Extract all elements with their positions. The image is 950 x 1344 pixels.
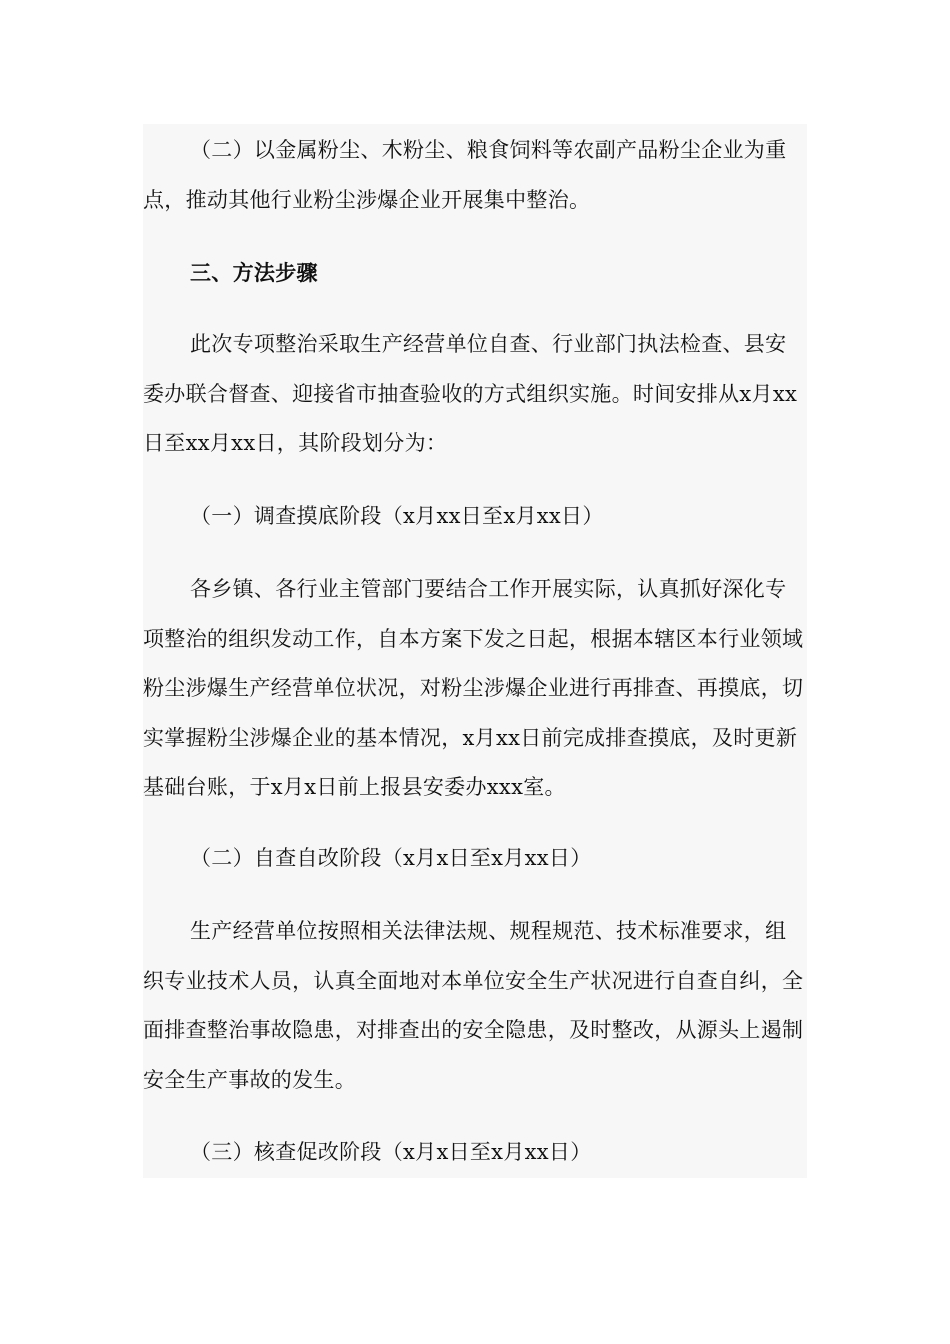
paragraph-methods-intro: 此次专项整治采取生产经营单位自查、行业部门执法检查、县安委办联合督查、迎接省市抽查验收的方式组织实施。时间安排从x月xx日至xx月xx日，其阶段划分为：	[143, 332, 798, 455]
subheading-survey-stage: （一）调查摸底阶段（x月xx日至x月xx日）	[190, 504, 604, 528]
subheading-self-check-stage: （二）自查自改阶段（x月x日至x月xx日）	[190, 846, 592, 870]
subheading-verification-stage: （三）核查促改阶段（x月x日至x月xx日）	[190, 1140, 592, 1164]
paragraph-key-industries: （二）以金属粉尘、木粉尘、粮食饲料等农副产品粉尘企业为重点，推动其他行业粉尘涉爆企业开展集中整治。	[143, 138, 787, 212]
document-page	[143, 124, 807, 1178]
paragraph-self-check-stage: 生产经营单位按照相关法律法规、规程规范、技术标准要求，组织专业技术人员，认真全面地对本单位安全生产状况进行自查自纠，全面排查整治事故隐患，对排查出的安全隐患，及时整改，从源头上遏制安全生产事故的发生。	[143, 919, 804, 1092]
section-heading-methods: 三、方法步骤	[190, 260, 318, 285]
paragraph-survey-stage: 各乡镇、各行业主管部门要结合工作开展实际，认真抓好深化专项整治的组织发动工作，自本方案下发之日起，根据本辖区本行业领域粉尘涉爆生产经营单位状况，对粉尘涉爆企业进行再排查、再摸底，切实掌握粉尘涉爆企业的基本情况，x月xx日前完成排查摸底，及时更新基础台账，于x月x日前上报县安委办xxx室。	[143, 577, 804, 799]
